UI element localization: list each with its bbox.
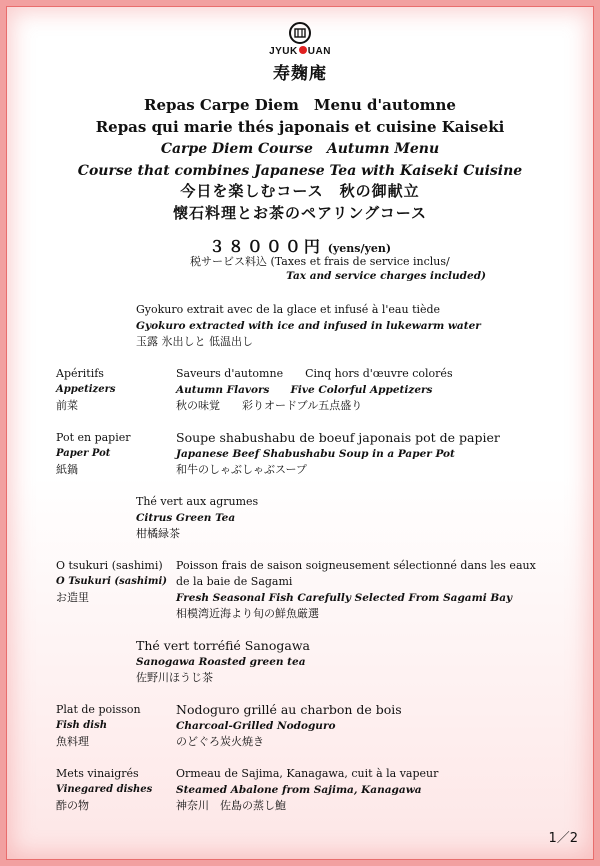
tax-note-en: Tax and service charges included) [286, 270, 486, 282]
label-fr: Pot en papier [56, 431, 131, 444]
label-jp: 前菜 [56, 399, 78, 412]
course-label-fish [56, 702, 174, 750]
desc-fr: Nodoguro grillé au charbon de bois [176, 702, 402, 717]
course-label-vinegared [56, 766, 174, 814]
title-fr-2: Repas qui marie thés japonais et cuisine Kaiseki [95, 118, 505, 136]
tea1-jp: 玉露 氷出しと 低温出し [136, 335, 253, 348]
tea-pairing-2 [136, 494, 556, 542]
desc-en: Steamed Abalone from Sajima, Kanagawa [176, 784, 422, 796]
title-en-1: Carpe Diem Course Autumn Menu [160, 141, 440, 157]
desc-en: Japanese Beef Shabushabu Soup in a Paper Pot [176, 448, 455, 460]
course-desc-vinegared [176, 766, 556, 814]
label-jp: お造里 [56, 591, 89, 604]
desc-jp: 相模湾近海より旬の鮮魚厳選 [176, 607, 319, 620]
page-number: 1／2 [548, 831, 578, 846]
tea2-fr: Thé vert aux agrumes [136, 495, 259, 508]
label-fr: O tsukuri (sashimi) [56, 559, 163, 572]
tax-note [190, 254, 486, 284]
course-label-paper-pot [56, 430, 174, 478]
title-fr-1: Repas Carpe Diem Menu d'automne [144, 96, 456, 114]
label-en: Fish dish [56, 720, 107, 731]
desc-en: Fresh Seasonal Fish Carefully Selected From Sagami Bay [176, 592, 513, 604]
tea1-fr: Gyokuro extrait avec de la glace et infusé à l'eau tiède [136, 303, 441, 316]
tea3-jp: 佐野川ほうじ茶 [136, 671, 213, 684]
label-fr: Apéritifs [56, 367, 104, 380]
desc-fr: Soupe shabushabu de boeuf japonais pot de papier [176, 430, 500, 445]
tea2-jp: 柑橘緑茶 [136, 527, 180, 540]
label-en: O Tsukuri (sashimi) [56, 576, 168, 587]
label-en: Paper Pot [56, 448, 111, 459]
course-label-sashimi [56, 558, 174, 606]
desc-fr: Ormeau de Sajima, Kanagawa, cuit à la vapeur [176, 767, 439, 780]
tea2-en: Citrus Green Tea [136, 512, 236, 524]
course-desc-fish [176, 702, 556, 750]
title-jp-2: 懐石料理とお茶のペアリングコース [172, 204, 428, 222]
price-amount: ３８０００円 [208, 237, 323, 256]
tax-note-jp: 税サービス料込 [190, 255, 267, 268]
course-desc-paper-pot [176, 430, 556, 478]
desc-jp: のどぐろ炭火焼き [176, 735, 264, 748]
label-jp: 魚料理 [56, 735, 89, 748]
logo-dot-icon [299, 46, 307, 54]
label-jp: 酢の物 [56, 799, 89, 812]
tea3-en: Sanogawa Roasted green tea [136, 656, 306, 668]
title-jp-1: 今日を楽しむコース 秋の御献立 [180, 182, 420, 200]
restaurant-logo [0, 22, 600, 84]
label-en: Appetizers [56, 384, 116, 395]
desc-fr: Saveurs d'automne Cinq hors d'œuvre colorés [176, 367, 453, 380]
tea-pairing-3 [136, 638, 556, 686]
desc-fr: Poisson frais de saison soigneusement sélectionné dans les eaux de la baie de Sagami [176, 559, 536, 588]
logo-brand-text: JYUK UAN [269, 46, 331, 57]
tax-note-fr: (Taxes et frais de service inclus/ [270, 255, 450, 268]
label-en: Vinegared dishes [56, 784, 153, 795]
desc-jp: 秋の味覚 彩りオードブル五点盛り [176, 399, 363, 412]
tea3-fr: Thé vert torréfié Sanogawa [136, 638, 310, 653]
desc-en: Charcoal-Grilled Nodoguro [176, 720, 336, 732]
desc-jp: 神奈川 佐島の蒸し鮑 [176, 799, 286, 812]
logo-crest-icon [289, 22, 311, 44]
label-jp: 紙鍋 [56, 463, 78, 476]
title-en-2: Course that combines Japanese Tea with Kaiseki Cuisine [77, 163, 523, 179]
course-label-appetizers [56, 366, 174, 414]
price-unit: (yens/yen) [327, 242, 392, 255]
course-desc-sashimi [176, 558, 546, 622]
course-desc-appetizers [176, 366, 556, 414]
tea1-en: Gyokuro extracted with ice and infused in lukewarm water [136, 320, 481, 332]
tea-pairing-1 [136, 302, 576, 350]
logo-kanji: 寿麹庵 [273, 64, 327, 84]
desc-jp: 和牛のしゃぶしゃぶスープ [176, 463, 307, 476]
label-fr: Plat de poisson [56, 703, 141, 716]
desc-en: Autumn Flavors Five Colorful Appetizers [176, 384, 433, 396]
label-fr: Mets vinaigrés [56, 767, 139, 780]
